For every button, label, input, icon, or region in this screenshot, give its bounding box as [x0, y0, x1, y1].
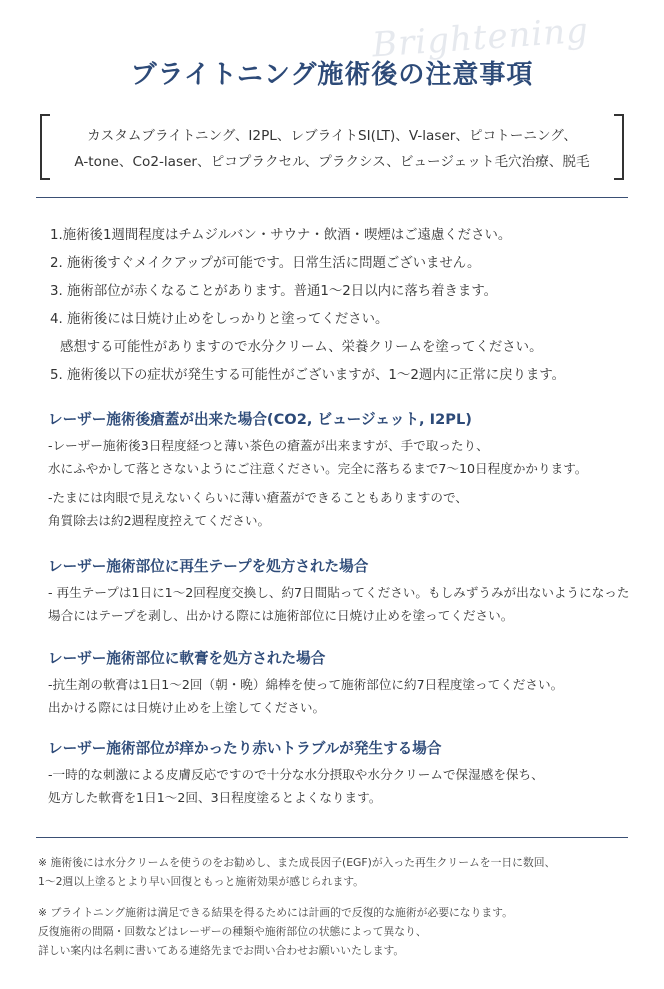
section-line: 水にふやかして落とさないようにご注意ください。完全に落ちるまで7～10日程度かかります。 [48, 461, 588, 476]
treatment-line-1: カスタムブライトニング、I2PL、レブライトSI(LT)、V-laser、ピコトーニング、 [87, 128, 577, 144]
divider-bottom [36, 837, 628, 838]
list-item: 4. 施術後には日焼け止めをしっかりと塗ってください。 [50, 312, 389, 327]
note-repeat [38, 903, 638, 960]
watermark-text: Brightening [370, 10, 591, 66]
note-line: ※ 施術後には水分クリームを使うのをお勧めし、また成長因子(EGF)が入った再生クリームを一日に数回、 [38, 856, 556, 869]
section-line: 角質除去は約2週程度控えてください。 [48, 513, 271, 528]
section-tape [48, 555, 638, 627]
note-line: ※ ブライトニング施術は満足できる結果を得るためには計画的で反復的な施術が必要になります。 [38, 906, 513, 919]
section-title: レーザー施術部位が痒かったり赤いトラブルが発生する場合 [48, 740, 442, 757]
section-itch [48, 737, 638, 809]
page-title: ブライトニング施術後の注意事項 [130, 60, 534, 90]
section-title: レーザー施術部位に再生テープを処方された場合 [48, 558, 369, 575]
list-item: 感想する可能性がありますので水分クリーム、栄養クリームを塗ってください。 [60, 340, 543, 355]
note-line: 反復施術の間隔・回数などはレーザーの種類や施術部位の状態によって異なり、 [38, 925, 427, 938]
divider-top [36, 197, 628, 198]
section-title: レーザー施術後瘡蓋が出来た場合(CO2, ビュージェット, I2PL) [48, 411, 472, 428]
note-line: 1～2週以上塗るとより早い回復ともっと施術効果が感じられます。 [38, 875, 364, 888]
precaution-list [50, 222, 630, 390]
section-line: - 再生テープは1日に1～2回程度交換し、約7日間貼ってください。もしみずうみが出ないようになった [48, 585, 630, 600]
list-item: 2. 施術後すぐメイクアップが可能です。日常生活に問題ございません。 [50, 256, 481, 271]
list-item: 3. 施術部位が赤くなることがあります。普通1～2日以内に落ち着きます。 [50, 284, 498, 299]
list-item: 1.施術後1週間程度はチムジルバン・サウナ・飲酒・喫煙はご遠慮ください。 [50, 228, 512, 243]
section-ointment [48, 647, 638, 719]
section-line: 処方した軟膏を1日1～2回、3日程度塗るとよくなります。 [48, 790, 382, 805]
section-line: -抗生剤の軟膏は1日1～2回（朝・晩）綿棒を使って施術部位に約7日程度塗ってください。 [48, 677, 564, 692]
section-line: 場合にはテープを剥し、出かける際には施術部位に日焼け止めを塗ってください。 [48, 608, 514, 623]
section-scab [48, 408, 638, 532]
list-item: 5. 施術後以下の症状が発生する可能性がございますが、1～2週内に正常に戻ります。 [50, 368, 566, 383]
section-line: -一時的な刺激による皮膚反応ですので十分な水分摂取や水分クリームで保湿感を保ち、 [48, 767, 544, 782]
section-line: -たまには肉眼で見えないくらいに薄い瘡蓋ができることもありますので、 [48, 490, 468, 505]
note-line: 詳しい案内は名刺に書いてある連絡先までお問い合わせお願いいたします。 [38, 944, 405, 957]
section-line: 出かける際には日焼け止めを上塗してください。 [48, 700, 326, 715]
note-egf [38, 853, 638, 891]
section-title: レーザー施術部位に軟膏を処方された場合 [48, 650, 326, 667]
treatment-line-2: A-tone、Co2-laser、ピコプラクセル、プラクシス、ビュージェット毛穴治療、脱毛 [74, 154, 590, 170]
section-line: -レーザー施術後3日程度経つと薄い茶色の瘡蓋が出来ますが、手で取ったり、 [48, 438, 489, 453]
treatment-list-box [40, 114, 624, 180]
